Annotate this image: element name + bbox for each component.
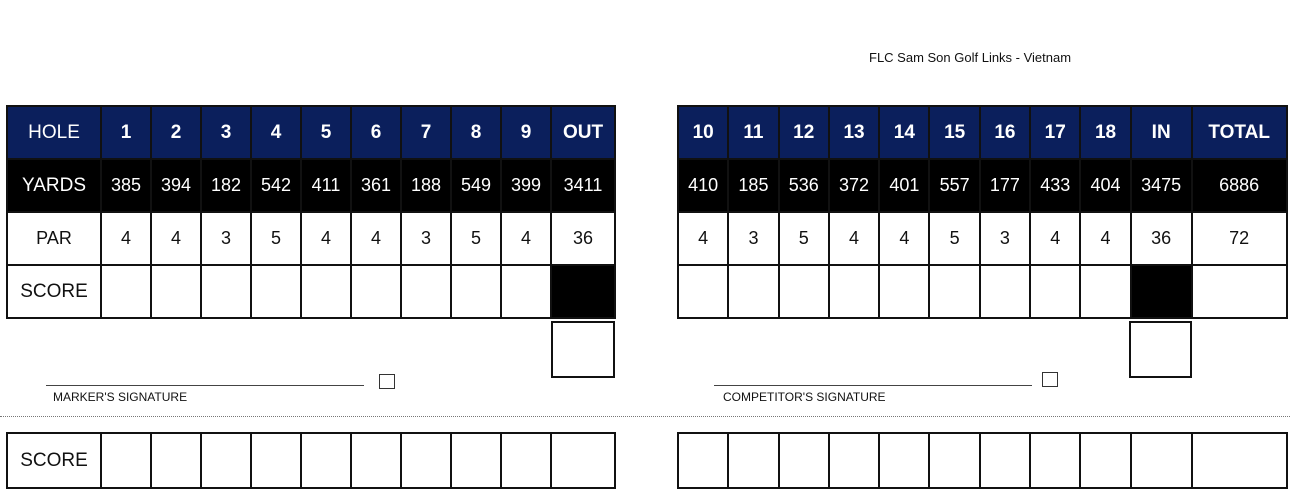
yards-value: 404 — [1080, 159, 1130, 212]
hole-number: 14 — [879, 106, 929, 159]
stub-score-cell[interactable] — [351, 433, 401, 488]
marker-checkbox[interactable] — [379, 374, 395, 389]
stub-score-cell[interactable] — [1080, 433, 1130, 488]
par-out-total: 36 — [551, 212, 615, 265]
yards-value: 433 — [1030, 159, 1080, 212]
par-value: 5 — [929, 212, 979, 265]
score-cell[interactable] — [1030, 265, 1080, 318]
par-value: 3 — [401, 212, 451, 265]
yards-row — [7, 159, 615, 212]
stub-score-cell[interactable] — [779, 433, 829, 488]
score-row — [7, 265, 615, 318]
stub-score-cell[interactable] — [251, 433, 301, 488]
par-value: 3 — [201, 212, 251, 265]
back-score-stub — [677, 432, 1288, 489]
stub-score-cell[interactable] — [1192, 433, 1287, 488]
yards-row — [678, 159, 1287, 212]
hole-number: 4 — [251, 106, 301, 159]
par-label: PAR — [7, 212, 101, 265]
par-value: 5 — [779, 212, 829, 265]
score-cell[interactable] — [1080, 265, 1130, 318]
yards-value: 410 — [678, 159, 728, 212]
hole-number: 3 — [201, 106, 251, 159]
hole-number: 10 — [678, 106, 728, 159]
score-cell[interactable] — [879, 265, 929, 318]
hole-label: HOLE — [7, 106, 101, 159]
stub-score-label: SCORE — [7, 433, 101, 488]
score-cell[interactable] — [728, 265, 778, 318]
out-score-box[interactable] — [551, 321, 615, 378]
par-value: 4 — [101, 212, 151, 265]
hole-number: 15 — [929, 106, 979, 159]
yards-value: 177 — [980, 159, 1030, 212]
par-row — [7, 212, 615, 265]
stub-score-cell[interactable] — [829, 433, 879, 488]
yards-value: 372 — [829, 159, 879, 212]
stub-score-cell[interactable] — [301, 433, 351, 488]
front-nine-scorecard — [6, 105, 616, 319]
competitor-signature-line[interactable] — [714, 385, 1032, 386]
stub-score-cell[interactable] — [551, 433, 615, 488]
out-label: OUT — [551, 106, 615, 159]
stub-score-cell[interactable] — [678, 433, 728, 488]
par-value: 4 — [879, 212, 929, 265]
stub-score-cell[interactable] — [451, 433, 501, 488]
yards-value: 385 — [101, 159, 151, 212]
competitor-checkbox[interactable] — [1042, 372, 1058, 387]
total-label: TOTAL — [1192, 106, 1287, 159]
hole-number: 1 — [101, 106, 151, 159]
stub-score-cell[interactable] — [980, 433, 1030, 488]
score-cell[interactable] — [980, 265, 1030, 318]
stub-score-cell[interactable] — [929, 433, 979, 488]
par-row — [678, 212, 1287, 265]
stub-score-cell[interactable] — [501, 433, 551, 488]
par-value: 4 — [1030, 212, 1080, 265]
yards-in-total: 3475 — [1131, 159, 1192, 212]
par-value: 4 — [351, 212, 401, 265]
par-value: 5 — [251, 212, 301, 265]
out-score-blackout — [551, 265, 615, 318]
stub-score-cell[interactable] — [879, 433, 929, 488]
course-title: FLC Sam Son Golf Links - Vietnam — [869, 50, 1072, 65]
score-cell[interactable] — [451, 265, 501, 318]
hole-row — [7, 106, 615, 159]
par-grand-total: 72 — [1192, 212, 1287, 265]
stub-score-cell[interactable] — [1030, 433, 1080, 488]
hole-number: 9 — [501, 106, 551, 159]
marker-signature-line[interactable] — [46, 385, 364, 386]
score-cell[interactable] — [301, 265, 351, 318]
stub-score-cell[interactable] — [101, 433, 151, 488]
score-cell[interactable] — [829, 265, 879, 318]
score-cell[interactable] — [929, 265, 979, 318]
yards-value: 542 — [251, 159, 301, 212]
stub-score-cell[interactable] — [401, 433, 451, 488]
score-label: SCORE — [7, 265, 101, 318]
par-value: 4 — [301, 212, 351, 265]
hole-number: 18 — [1080, 106, 1130, 159]
yards-value: 399 — [501, 159, 551, 212]
hole-number: 17 — [1030, 106, 1080, 159]
score-cell[interactable] — [101, 265, 151, 318]
yards-value: 536 — [779, 159, 829, 212]
score-row — [678, 265, 1287, 318]
par-in-total: 36 — [1131, 212, 1192, 265]
yards-value: 182 — [201, 159, 251, 212]
yards-value: 185 — [728, 159, 778, 212]
yards-value: 411 — [301, 159, 351, 212]
yards-value: 557 — [929, 159, 979, 212]
stub-score-cell[interactable] — [201, 433, 251, 488]
score-cell[interactable] — [351, 265, 401, 318]
hole-number: 16 — [980, 106, 1030, 159]
hole-number: 7 — [401, 106, 451, 159]
hole-row — [678, 106, 1287, 159]
back-nine-scorecard — [677, 105, 1288, 319]
yards-out-total: 3411 — [551, 159, 615, 212]
in-label: IN — [1131, 106, 1192, 159]
hole-number: 2 — [151, 106, 201, 159]
par-value: 4 — [678, 212, 728, 265]
front-score-stub — [6, 432, 616, 489]
in-score-blackout — [1131, 265, 1192, 318]
marker-signature-label: MARKER'S SIGNATURE — [53, 390, 188, 404]
score-cell[interactable] — [151, 265, 201, 318]
yards-grand-total: 6886 — [1192, 159, 1287, 212]
yards-label: YARDS — [7, 159, 101, 212]
yards-value: 188 — [401, 159, 451, 212]
hole-number: 12 — [779, 106, 829, 159]
score-cell[interactable] — [401, 265, 451, 318]
score-cell[interactable] — [501, 265, 551, 318]
hole-number: 11 — [728, 106, 778, 159]
yards-value: 549 — [451, 159, 501, 212]
stub-score-row — [678, 433, 1287, 488]
hole-number: 5 — [301, 106, 351, 159]
yards-value: 394 — [151, 159, 201, 212]
par-value: 4 — [151, 212, 201, 265]
hole-number: 8 — [451, 106, 501, 159]
par-value: 4 — [501, 212, 551, 265]
stub-score-cell[interactable] — [1131, 433, 1192, 488]
total-score-cell[interactable] — [1192, 265, 1287, 318]
stub-score-cell[interactable] — [151, 433, 201, 488]
stub-score-cell[interactable] — [728, 433, 778, 488]
score-cell[interactable] — [251, 265, 301, 318]
yards-value: 361 — [351, 159, 401, 212]
hole-number: 13 — [829, 106, 879, 159]
par-value: 4 — [829, 212, 879, 265]
par-value: 3 — [980, 212, 1030, 265]
score-cell[interactable] — [678, 265, 728, 318]
yards-value: 401 — [879, 159, 929, 212]
par-value: 5 — [451, 212, 501, 265]
par-value: 3 — [728, 212, 778, 265]
score-cell[interactable] — [779, 265, 829, 318]
stub-score-row — [7, 433, 615, 488]
hole-number: 6 — [351, 106, 401, 159]
par-value: 4 — [1080, 212, 1130, 265]
competitor-signature-label: COMPETITOR'S SIGNATURE — [723, 390, 886, 404]
score-cell[interactable] — [201, 265, 251, 318]
tear-off-line — [0, 416, 1290, 417]
in-score-box[interactable] — [1129, 321, 1192, 378]
